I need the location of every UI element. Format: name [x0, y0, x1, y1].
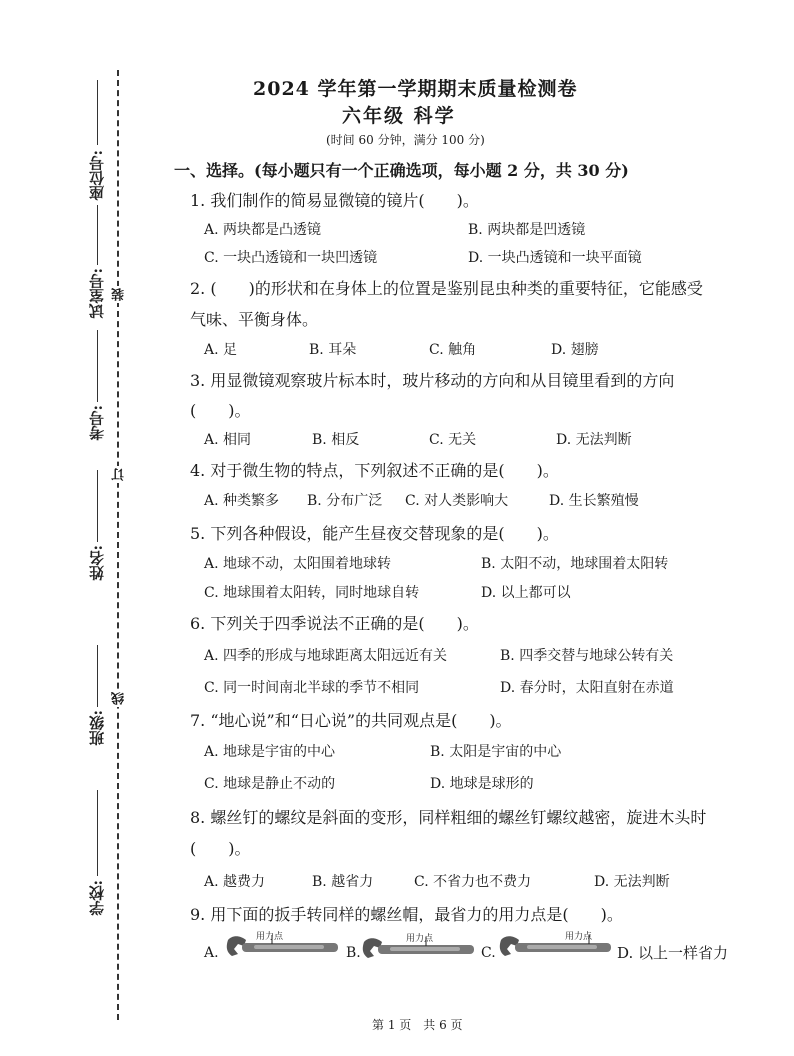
question-7-option-a: A. 地球是宇宙的中心: [204, 744, 336, 760]
exam-number-label: 考号:: [88, 405, 106, 441]
seal-char-ding: 订: [112, 468, 127, 481]
question-5-option-c: C. 地球围着太阳转，同时地球自转: [204, 585, 420, 601]
wrench-a-force-label: 用力点: [256, 932, 284, 942]
wrench-c-image: [497, 932, 615, 960]
wrench-b-image: [360, 934, 478, 962]
question-2-option-d: D. 翅膀: [551, 342, 599, 358]
page-footer: 第 1 页 共 6 页: [372, 1018, 463, 1032]
question-3-option-d: D. 无法判断: [556, 432, 632, 448]
question-8-option-b: B. 越省力: [312, 874, 374, 890]
question-2-stem-line1: 2. ( )的形状和在身体上的位置是鉴别昆虫种类的重要特征，它能感受: [190, 279, 703, 298]
section-heading: 一、选择。(每小题只有一个正确选项，每小题 2 分，共 30 分): [174, 161, 629, 180]
question-6-option-b: B. 四季交替与地球公转有关: [500, 648, 674, 664]
question-7-option-d: D. 地球是球形的: [430, 776, 534, 792]
question-7-option-c: C. 地球是静止不动的: [204, 776, 336, 792]
question-2-option-c: C. 触角: [429, 342, 477, 358]
question-7-stem: 7. “地心说”和“日心说”的共同观点是( )。: [190, 711, 512, 730]
name-label: 姓名:: [88, 545, 106, 581]
question-9-stem: 9. 用下面的扳手转同样的螺丝帽，最省力的用力点是( )。: [190, 905, 623, 924]
name-line: [97, 470, 98, 542]
seal-char-zhuang: 装: [112, 288, 127, 301]
question-3-option-b: B. 相反: [312, 432, 360, 448]
question-7-option-b: B. 太阳是宇宙的中心: [430, 744, 562, 760]
question-8-option-c: C. 不省力也不费力: [414, 874, 532, 890]
question-2-stem-line2: 气味、平衡身体。: [190, 310, 319, 329]
question-9-option-c: C.: [481, 945, 496, 961]
exam-room-line: [97, 205, 98, 265]
question-3-stem-line1: 3. 用显微镜观察玻片标本时，玻片移动的方向和从目镜里看到的方向: [190, 371, 675, 390]
question-8-stem-line2: ( )。: [190, 839, 251, 858]
exam-room-label: 试室号:: [88, 268, 106, 319]
question-2-option-b: B. 耳朵: [309, 342, 357, 358]
seal-char-xian: 线: [112, 692, 127, 705]
question-2-option-a: A. 足: [204, 342, 238, 358]
wrench-icon: [497, 932, 615, 962]
wrench-b-force-label: 用力点: [406, 934, 434, 944]
question-6-option-c: C. 同一时间南北半球的季节不相同: [204, 680, 420, 696]
question-1-option-a: A. 两块都是凸透镜: [204, 222, 322, 238]
question-5-option-d: D. 以上都可以: [481, 585, 571, 601]
wrench-a-image: [224, 932, 342, 960]
school-line: [97, 790, 98, 876]
question-1-option-b: B. 两块都是凹透镜: [468, 222, 586, 238]
question-1-option-d: D. 一块凸透镜和一块平面镜: [468, 250, 642, 266]
question-5-stem: 5. 下列各种假设，能产生昼夜交替现象的是( )。: [190, 524, 559, 543]
question-3-option-c: C. 无关: [429, 432, 477, 448]
seat-number-line: [97, 80, 98, 145]
wrench-c-force-label: 用力点: [565, 932, 593, 942]
exam-subtitle: 六年级 科学: [342, 105, 456, 127]
question-5-option-a: A. 地球不动，太阳围着地球转: [204, 556, 392, 572]
question-8-option-d: D. 无法判断: [594, 874, 670, 890]
question-4-option-d: D. 生长繁殖慢: [549, 493, 639, 509]
question-8-stem-line1: 8. 螺丝钉的螺纹是斜面的变形，同样粗细的螺丝钉螺纹越密，旋进木头时: [190, 808, 707, 827]
question-3-option-a: A. 相同: [204, 432, 252, 448]
question-4-option-a: A. 种类繁多: [204, 493, 280, 509]
school-label: 学校:: [88, 880, 106, 916]
question-5-option-b: B. 太阳不动，地球围着太阳转: [481, 556, 669, 572]
question-9-option-a: A.: [204, 945, 219, 961]
exam-title: 2024 学年第一学期期末质量检测卷: [253, 78, 578, 100]
question-8-option-a: A. 越费力: [204, 874, 266, 890]
question-3-stem-line2: ( )。: [190, 401, 251, 420]
question-6-stem: 6. 下列关于四季说法不正确的是( )。: [190, 614, 479, 633]
question-1-option-c: C. 一块凸透镜和一块凹透镜: [204, 250, 378, 266]
seat-number-label: 座位号:: [88, 150, 106, 201]
question-6-option-a: A. 四季的形成与地球距离太阳远近有关: [204, 648, 448, 664]
binding-dashed-line: [117, 70, 119, 1020]
question-6-option-d: D. 春分时，太阳直射在赤道: [500, 680, 674, 696]
question-9-option-b: B.: [346, 945, 361, 961]
exam-time-note: (时间 60 分钟，满分 100 分): [326, 133, 485, 147]
question-9-option-d: D. 以上一样省力: [617, 944, 729, 962]
exam-number-line: [97, 330, 98, 402]
question-1-stem: 1. 我们制作的简易显微镜的镜片( )。: [190, 191, 479, 210]
class-line: [97, 645, 98, 707]
question-4-option-b: B. 分布广泛: [307, 493, 383, 509]
question-4-option-c: C. 对人类影响大: [405, 493, 509, 509]
class-label: 班级:: [88, 710, 106, 746]
question-4-stem: 4. 对于微生物的特点，下列叙述不正确的是( )。: [190, 461, 559, 480]
